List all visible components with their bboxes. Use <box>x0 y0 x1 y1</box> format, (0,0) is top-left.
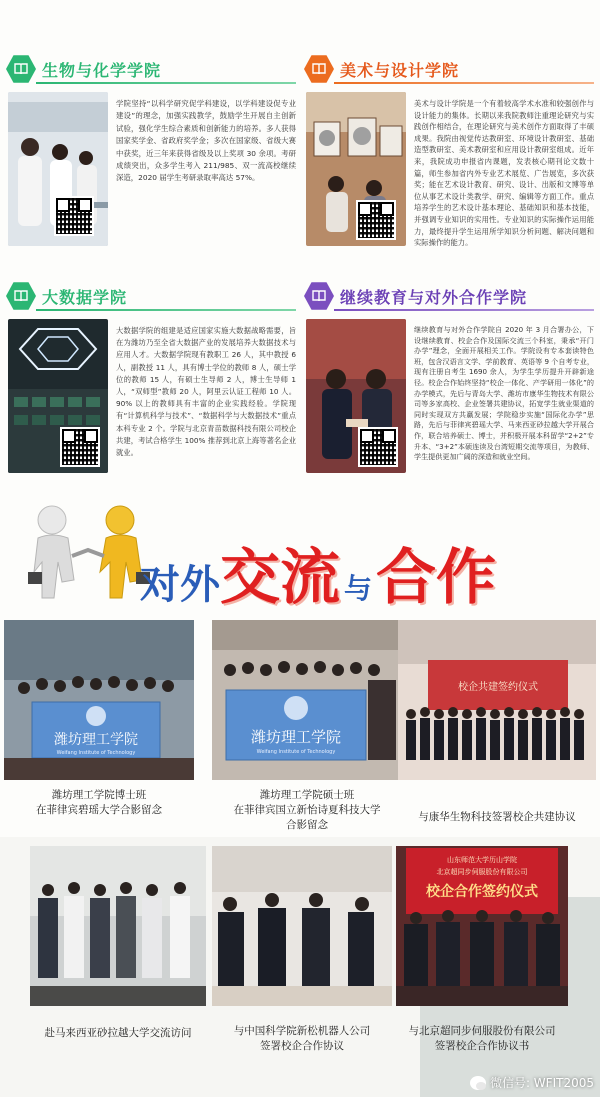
section-header <box>6 279 296 313</box>
photo-caption <box>4 788 194 818</box>
caption-line: 与中国科学院新松机器人公司 <box>233 1025 371 1037</box>
caption-line: 赴马来西亚砂拉越大学交流访问 <box>44 1027 192 1039</box>
section-description: 学院坚持“以科学研究促学科建设，以学科建设促专业建设”的理念，加强实践教学，鼓励学生开展自主创新试验，强化学生综合素质和创新能力的培养。多人获得国家奖学金、省政府奖学金；多次在国家级、省级大赛中获奖，近三年来获得省级及以上奖项 30 余项。考研成绩突出，众多学生考入 211/985、双一流高校继续深造，2020 届学生考研录取率高达 57%。 <box>116 99 296 183</box>
section-biology-chemistry <box>6 52 296 312</box>
section-description: 继续教育与对外合作学院自 2020 年 3 月合署办公，下设继续教育、校企合作及国际交流三个科室，秉承“开门办学”理念，全面开展相关工作。学院设有专本套读特色班，包含汉语言文学、学前教育、英语等 9 个自考专业，现有注册自考生 1690 余人，为学生学历提升开辟新途径。校企合作始终坚持“校企一体化、产学研用一体化”的办学模式，先后与青岛大学、潍坊市康华生物技术有限公司等多家高校、企业签署共建协议，拓宽学生就业渠道的同时实现双方共赢发展；学院稳步实施“国际化办学”思路，先后与菲律宾碧瑶大学、马来西亚砂拉越大学开展合作，联合培养硕士、博士，并积极开展本科留学“2+2”专升本、“3+2”本硕连读及台湾短期交流等项目，为教师、学生提供更加广阔的深造和就业空间。 <box>414 325 594 462</box>
qr-code <box>60 427 100 467</box>
computer-lab-photo <box>8 319 108 473</box>
screen-text: 北京超同步伺服股份有限公司 <box>436 868 528 876</box>
flag-subtext: Weifang Institute of Technology <box>256 749 336 755</box>
caption-line: 在菲律宾碧瑶大学合影留念 <box>36 804 162 816</box>
section-header <box>6 52 296 86</box>
section-title: 大数据学院 <box>42 288 128 307</box>
group-photo <box>212 620 402 780</box>
section-description: 大数据学院的组建是适应国家实施大数据战略需要，旨在为潍坊乃至全省大数据产业的发展培养大数据技术与应用人才。大数据学院现有教职工 26 人，其中教授 6 人，副教授 11 人，具有博士学位的教师 8 人，硕士学位的教师 15 人，有硕士生导师 2 人，博士生导师 1 人，“双师型”教师 20 人，阿里云认证工程师 10 人。90% 以上的教师具有丰富的企业实践经验。学院现有“计算机科学与技术”、“数据科学与大数据技术”重点本科专业 2 个。学院与北京青苗数据科技有限公司校企共建，考试合格学生 100% 推荐到北京上海等著名企业就业。 <box>116 326 296 458</box>
exchange-banner <box>0 496 600 614</box>
book-icon <box>304 281 334 311</box>
wechat-watermark <box>470 1074 594 1091</box>
screen-text: 校企合作签约仪式 <box>426 884 538 900</box>
signing-photo <box>212 846 392 1006</box>
photo-caption <box>30 1026 206 1041</box>
studio-photo <box>306 92 406 246</box>
screen-text: 校企共建签约仪式 <box>458 682 538 693</box>
book-icon <box>304 54 334 84</box>
section-header <box>304 279 594 313</box>
screen-text: 山东师范大学历山学院 <box>447 856 517 864</box>
banner-part3: 与 <box>344 572 373 605</box>
photo-caption <box>212 1024 392 1054</box>
caption-line: 签署校企合作协议 <box>260 1040 344 1052</box>
group-photo <box>4 620 194 780</box>
handshake-figures-icon <box>24 502 154 602</box>
photo-caption <box>398 810 596 825</box>
ceremony-photo <box>398 620 596 780</box>
banner-part1: 对外 <box>140 562 220 608</box>
lab-photo <box>8 92 108 246</box>
photo-caption <box>212 788 402 833</box>
section-art-design <box>304 52 594 312</box>
section-title: 继续教育与对外合作学院 <box>340 288 528 307</box>
wechat-icon <box>470 1076 486 1090</box>
wechat-id: 微信号: WFIT2005 <box>489 1076 594 1090</box>
section-header <box>304 52 594 86</box>
section-underline <box>36 82 296 84</box>
flag-text: 潍坊理工学院 <box>250 728 342 746</box>
section-underline <box>334 82 594 84</box>
caption-line: 合影留念 <box>286 819 328 831</box>
caption-line: 在菲律宾国立新怡诗夏科技大学 <box>233 804 381 816</box>
banner-part4: 合作 <box>376 543 497 613</box>
caption-line: 与康华生物科技签署校企共建协议 <box>418 811 576 823</box>
flag-subtext: Weifang Institute of Technology <box>56 750 136 756</box>
section-title: 生物与化学学院 <box>42 61 162 80</box>
book-icon <box>6 281 36 311</box>
caption-line: 签署校企合作协议书 <box>434 1040 530 1052</box>
section-title: 美术与设计学院 <box>340 61 460 80</box>
qr-code <box>358 427 398 467</box>
photo-caption <box>396 1024 568 1054</box>
banner-title <box>140 530 496 616</box>
visit-photo <box>30 846 206 1006</box>
qr-code <box>54 196 94 236</box>
qr-code <box>356 200 396 240</box>
caption-line: 潍坊理工学院硕士班 <box>259 789 355 801</box>
section-underline <box>36 309 296 311</box>
section-underline <box>334 309 594 311</box>
caption-line: 与北京超同步伺服股份有限公司 <box>408 1025 556 1037</box>
section-description: 美术与设计学院是一个有着较高学术水准和较强创作与设计能力的集体。长期以来我院教师注重理论研究与实践创作相结合，在理论研究与美术创作方面取得了丰硕成果。我院由视觉传达教研室、环境设计教研室、基础造型教研室、美术教研室和应用设计教研室组成。近年来，我院成功申报省内课题，发表核心期刊论文数十篇，师生参加省内外专业艺术展览、广告展览，多次获奖；能在艺术设计教育、研究、设计、出版和文博等单位从事艺术设计类教学、研究、编辑等方面工作。重点培养学生的艺术设计基本理论、基础知识和基本技能，并强调专业知识的实用性。专业知识的实际操作运用能力，最终提升学生运用所学知识分析问题、解决问题和实际操作的能力。 <box>414 99 594 248</box>
flag-text: 潍坊理工学院 <box>54 732 138 748</box>
book-icon <box>6 54 36 84</box>
caption-line: 潍坊理工学院博士班 <box>51 789 147 801</box>
signing-photo <box>306 319 406 473</box>
signing-photo <box>396 846 568 1006</box>
banner-part2: 交流 <box>220 543 340 613</box>
